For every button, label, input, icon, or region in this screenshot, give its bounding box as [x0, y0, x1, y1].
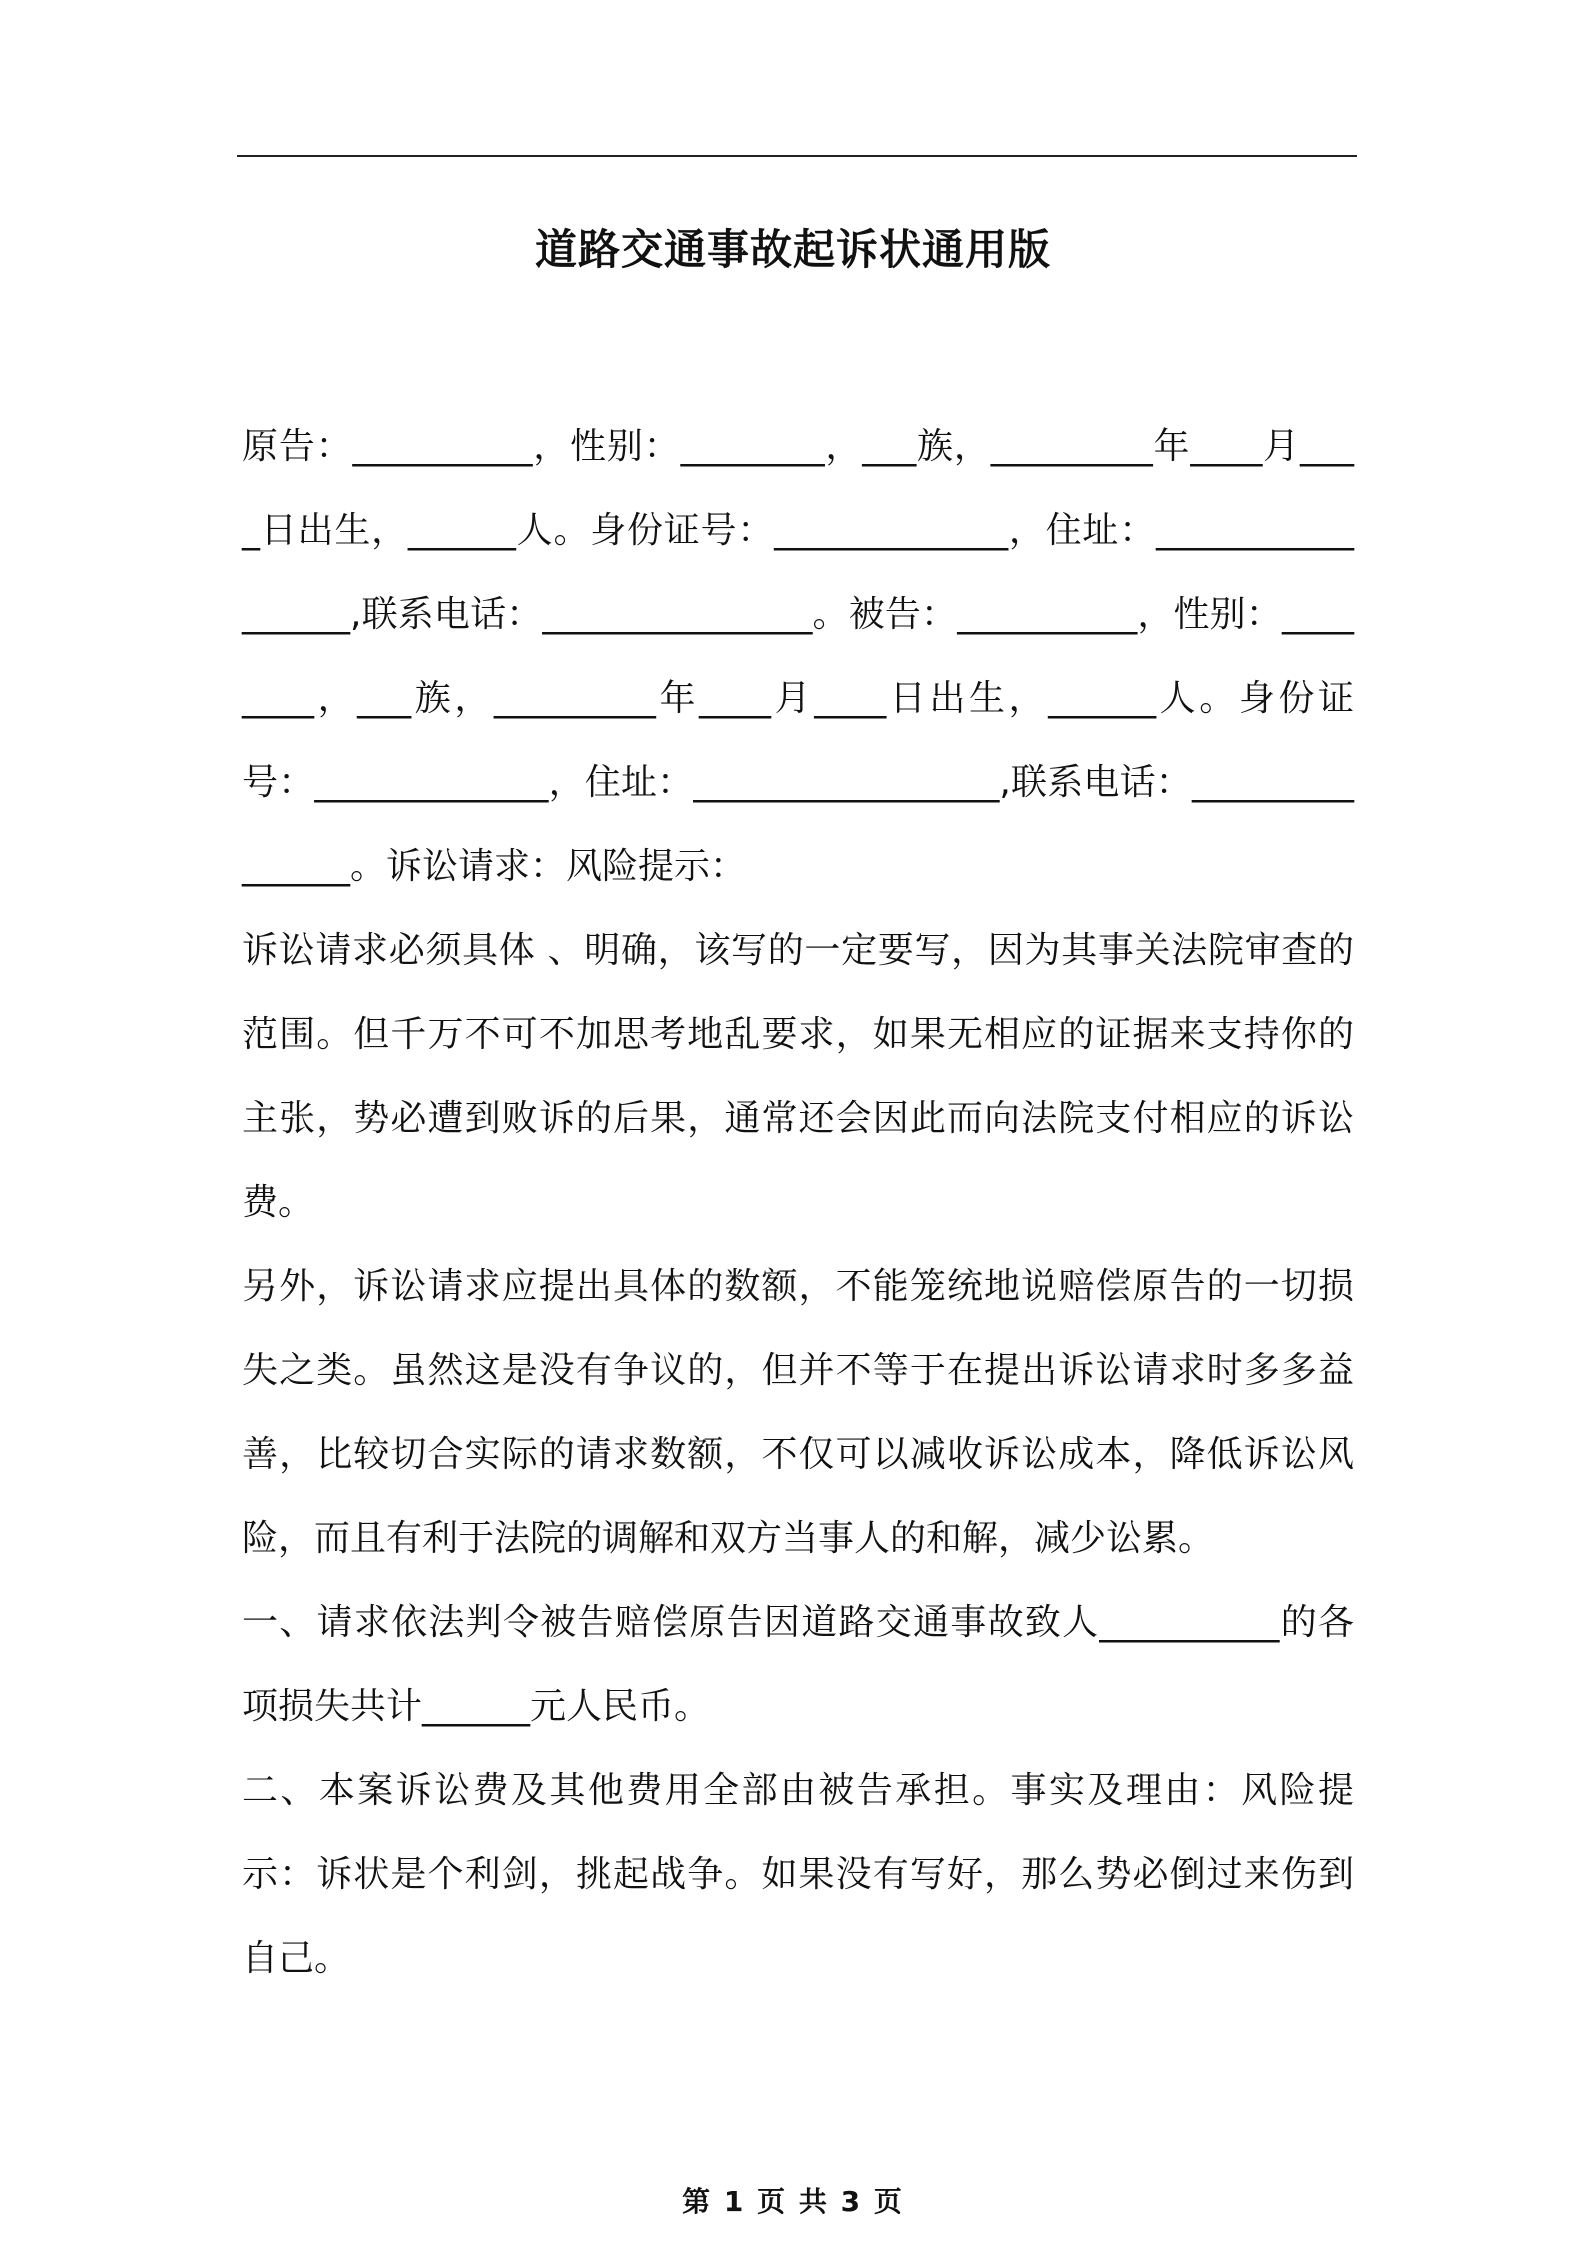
paragraph-claim-one: 一、请求依法判令被告赔偿原告因道路交通事故致人__________的各项损失共计______元人民币。 [242, 1602, 1354, 1727]
document-body [242, 405, 1354, 2001]
header-rule [237, 155, 1357, 157]
paragraph-claims-amount: 另外，诉讼请求应提出具体的数额，不能笼统地说赔偿原告的一切损失之类。虽然这是没有争议的，但并不等于在提出诉讼请求时多多益善，比较切合实际的请求数额，不仅可以减收诉讼成本，降低诉讼风险，而且有利于法院的调解和双方当事人的和解，减少讼累。 [242, 1266, 1354, 1559]
document-title: 道路交通事故起诉状通用版 [534, 225, 1051, 274]
paragraph-claims-tip: 诉讼请求必须具体 、明确，该写的一定要写，因为其事关法院审查的范围。但千万不可不加思考地乱要求，如果无相应的证据来支持你的主张，势必遭到败诉的后果，通常还会因此而向法院支付相应的诉讼费。 [242, 930, 1354, 1223]
page-indicator: 第 1 页 共 3 页 [682, 2185, 904, 2218]
paragraph-parties: 原告：__________，性别：________，___族，_________年____月____日出生，______人。身份证号：_____________，住址：_________________,联系电话：_______________。被告：__________，性别：________，___族，_________年____月____日出生，______人。身份证号：_____________，住址：_________________,联系电话：_______________。诉讼请求：风险提示： [242, 426, 1354, 887]
paragraph-claim-two: 二、本案诉讼费及其他费用全部由被告承担。事实及理由：风险提示：诉状是个利剑，挑起战争。如果没有写好，那么势必倒过来伤到自己。 [242, 1770, 1354, 1979]
